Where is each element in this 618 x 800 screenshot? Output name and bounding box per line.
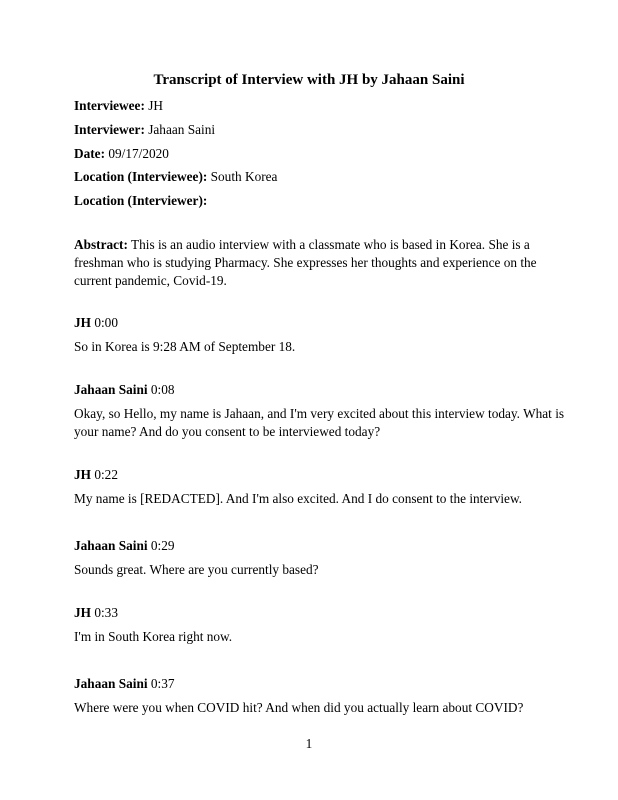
- interviewer-value: Jahaan Saini: [144, 122, 216, 137]
- utterance-text: Okay, so Hello, my name is Jahaan, and I'm very excited about this interview today. What is: [74, 406, 565, 421]
- abstract-label: Abstract:: [74, 237, 128, 252]
- interviewee-value: JH: [144, 98, 163, 113]
- speaker-timestamp: 0:08: [147, 382, 175, 397]
- page-number: 1: [305, 736, 313, 751]
- speaker-heading: [74, 466, 118, 483]
- interviewer-line: [74, 121, 215, 138]
- speaker-name: JH: [74, 467, 91, 482]
- interviewee-label: Interviewee:: [74, 98, 145, 113]
- speaker-heading: [74, 604, 118, 621]
- speaker-timestamp: 0:33: [91, 605, 118, 620]
- speaker-name: JH: [74, 315, 91, 330]
- interviewer-label: Interviewer:: [74, 122, 145, 137]
- interviewee-line: [74, 97, 163, 114]
- speaker-name: JH: [74, 605, 91, 620]
- utterance-text: Sounds great. Where are you currently based?: [74, 562, 319, 577]
- speaker-timestamp: 0:29: [147, 538, 175, 553]
- speaker-heading: [74, 314, 118, 331]
- speaker-heading: [74, 381, 175, 398]
- location-interviewee-value: South Korea: [207, 169, 278, 184]
- utterance-text: My name is [REDACTED]. And I'm also excited. And I do consent to the interview.: [74, 491, 523, 506]
- speaker-name: Jahaan Saini: [74, 676, 148, 691]
- utterance-text: So in Korea is 9:28 AM of September 18.: [74, 339, 296, 354]
- location-interviewer-line: [74, 192, 207, 209]
- utterance-text: Where were you when COVID hit? And when did you actually learn about COVID?: [74, 700, 524, 715]
- date-line: [74, 145, 169, 162]
- abstract-paragraph: [74, 236, 554, 290]
- speaker-heading: [74, 675, 175, 692]
- abstract-text: This is an audio interview with a classmate who is based in Korea. She is a freshman who is studying Pharmacy. She expresses her thoughts and experience on the current pandemic, Covid-19.: [74, 237, 537, 288]
- date-label: Date:: [74, 146, 106, 161]
- speaker-timestamp: 0:37: [147, 676, 175, 691]
- speaker-name: Jahaan Saini: [74, 538, 148, 553]
- speaker-heading: [74, 537, 175, 554]
- utterance-text: I'm in South Korea right now.: [74, 629, 233, 644]
- document-title: Transcript of Interview with JH by Jahaan Saini: [153, 72, 465, 88]
- location-interviewee-label: Location (Interviewee):: [74, 169, 208, 184]
- speaker-timestamp: 0:22: [91, 467, 118, 482]
- date-value: 09/17/2020: [105, 146, 169, 161]
- location-interviewee-line: [74, 168, 277, 185]
- location-interviewer-label: Location (Interviewer):: [74, 193, 208, 208]
- speaker-name: Jahaan Saini: [74, 382, 148, 397]
- utterance-text: your name? And do you consent to be interviewed today?: [74, 424, 381, 439]
- speaker-timestamp: 0:00: [91, 315, 118, 330]
